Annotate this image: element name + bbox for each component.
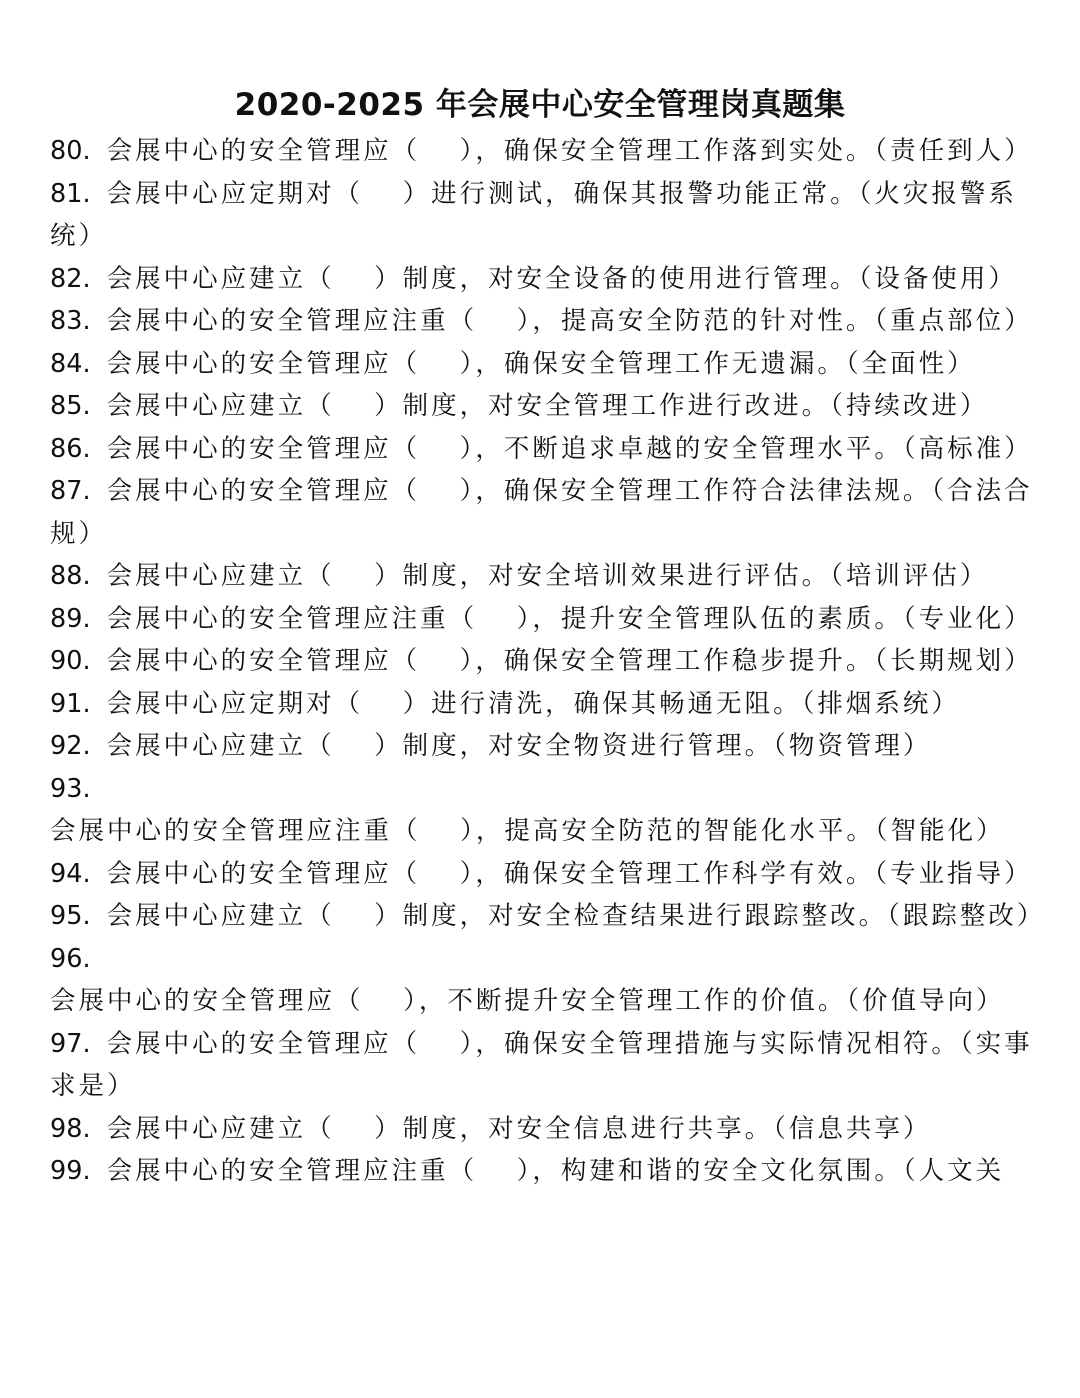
question-number: 85. <box>50 391 91 421</box>
question-text: 会展中心的安全管理应注重（ ），提高安全防范的针对性。（重点部位） <box>106 306 1033 336</box>
question-number: 87. <box>50 476 91 506</box>
question-item <box>50 343 1050 386</box>
question-text: 会展中心的安全管理应（ ），确保安全管理工作符合法律法规。（合法合规） <box>50 476 1033 549</box>
question-number: 90. <box>50 646 91 676</box>
question-item <box>50 173 1050 258</box>
question-item <box>50 853 1050 896</box>
question-text: 会展中心应定期对（ ）进行测试，确保其报警功能正常。（火灾报警系统） <box>50 178 1017 251</box>
question-text: 会展中心应建立（ ）制度，对安全物资进行管理。（物资管理） <box>106 731 932 761</box>
question-number: 93. <box>50 773 91 804</box>
page-title: 2020-2025 年会展中心安全管理岗真题集 <box>234 86 846 123</box>
question-text: 会展中心应建立（ ）制度，对安全培训效果进行评估。（培训评估） <box>106 561 989 591</box>
question-list <box>50 130 1050 1193</box>
question-item <box>50 130 1050 173</box>
question-text: 会展中心的安全管理应（ ），确保安全管理工作稳步提升。（长期规划） <box>106 646 1033 676</box>
question-item <box>50 1023 1050 1108</box>
question-text: 会展中心应建立（ ）制度，对安全管理工作进行改进。（持续改进） <box>106 391 989 421</box>
question-number: 81. <box>50 178 91 209</box>
question-number: 94. <box>50 858 91 889</box>
question-text: 会展中心的安全管理应注重（ ），构建和谐的安全文化氛围。（人文关 <box>106 1156 1005 1186</box>
question-item <box>50 1108 1050 1151</box>
question-text: 会展中心的安全管理应（ ），确保安全管理工作科学有效。（专业指导） <box>106 858 1033 889</box>
question-number: 88. <box>50 561 91 591</box>
question-number: 82. <box>50 263 91 294</box>
question-number: 89. <box>50 603 91 634</box>
question-number: 92. <box>50 731 91 761</box>
question-number: 95. <box>50 901 91 931</box>
question-number: 96. <box>50 943 91 974</box>
question-item <box>50 258 1050 301</box>
question-item <box>50 640 1050 683</box>
question-text: 会展中心应定期对（ ）进行清洗，确保其畅通无阻。（排烟系统） <box>106 688 960 719</box>
question-text: 会展中心的安全管理应（ ），不断追求卓越的安全管理水平。（高标准） <box>106 433 1033 464</box>
question-number: 86. <box>50 433 91 464</box>
question-text: 会展中心应建立（ ）制度，对安全信息进行共享。（信息共享） <box>106 1113 932 1144</box>
question-text: 会展中心的安全管理应注重（ ），提高安全防范的智能化水平。（智能化） <box>50 816 1005 846</box>
question-item <box>50 470 1050 555</box>
question-item <box>50 598 1050 641</box>
question-item <box>50 895 1050 938</box>
question-number: 80. <box>50 136 91 166</box>
question-number: 83. <box>50 306 91 336</box>
question-text: 会展中心的安全管理应（ ），不断提升安全管理工作的价值。（价值导向） <box>50 986 1005 1016</box>
question-text: 会展中心的安全管理应注重（ ），提升安全管理队伍的素质。（专业化） <box>106 603 1033 634</box>
question-text: 会展中心的安全管理应（ ），确保安全管理工作无遗漏。（全面性） <box>106 348 976 379</box>
question-text: 会展中心应建立（ ）制度，对安全设备的使用进行管理。（设备使用） <box>106 263 1017 294</box>
question-number: 91. <box>50 688 91 719</box>
question-number: 84. <box>50 348 91 379</box>
question-item <box>50 428 1050 471</box>
question-item <box>50 725 1050 768</box>
question-number: 99. <box>50 1156 91 1186</box>
question-item <box>50 1150 1050 1193</box>
question-item <box>50 768 1050 853</box>
question-text: 会展中心应建立（ ）制度，对安全检查结果进行跟踪整改。（跟踪整改） <box>106 901 1046 931</box>
question-item <box>50 683 1050 726</box>
question-text: 会展中心的安全管理应（ ），确保安全管理工作落到实处。（责任到人） <box>106 136 1033 166</box>
question-item <box>50 938 1050 1023</box>
question-item <box>50 385 1050 428</box>
question-number: 98. <box>50 1113 91 1144</box>
question-text: 会展中心的安全管理应（ ），确保安全管理措施与实际情况相符。（实事求是） <box>50 1028 1033 1101</box>
question-item <box>50 555 1050 598</box>
question-item <box>50 300 1050 343</box>
question-number: 97. <box>50 1028 91 1059</box>
